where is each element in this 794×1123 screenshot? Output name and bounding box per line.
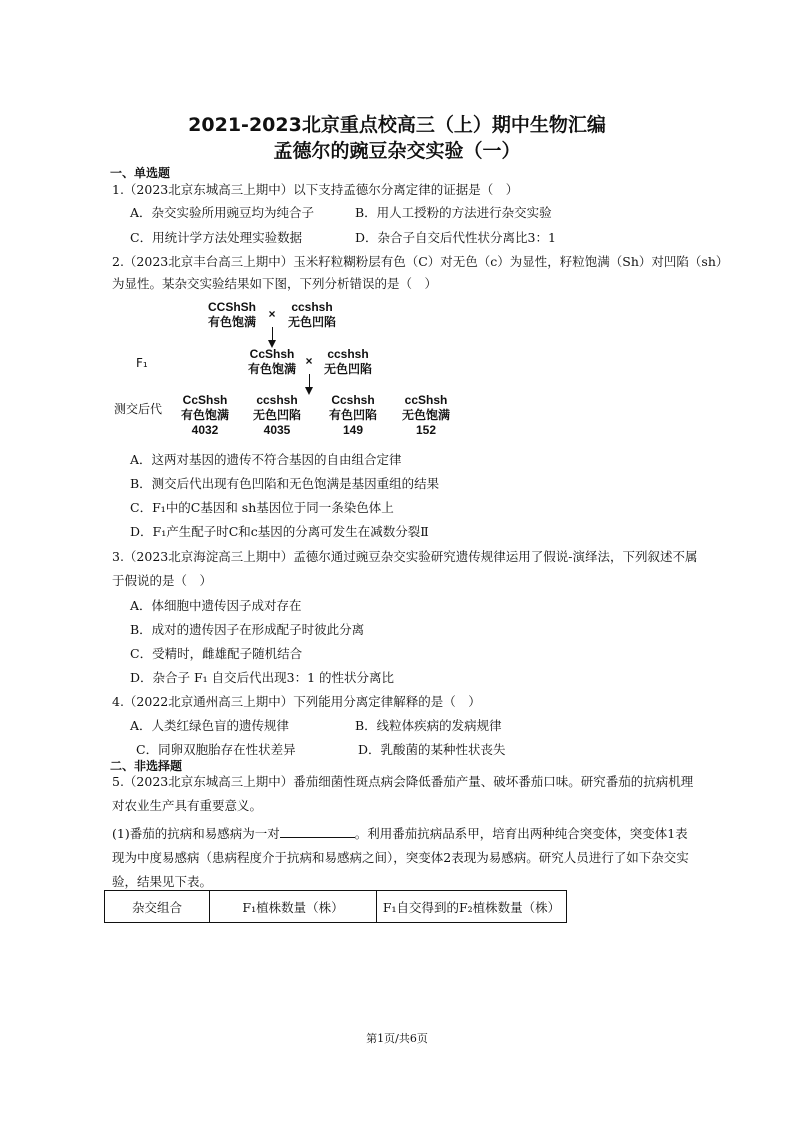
- q2-option-b: B．测交后代出现有色凹陷和无色饱满是基因重组的结果: [130, 476, 440, 491]
- offspring-genotype: ccshsh: [256, 393, 298, 407]
- q5-stem-line2: 对农业生产具有重要意义。: [112, 798, 263, 813]
- document-subtitle: 孟德尔的豌豆杂交实验（一）: [273, 140, 521, 162]
- q3-stem-line1: 3.（2023北京海淀高三上期中）孟德尔通过豌豆杂交实验研究遗传规律运用了假说-演绎法，下列叙述不属: [112, 549, 698, 564]
- f1-individual: [240, 347, 304, 377]
- arrow-down-icon: [272, 327, 273, 341]
- offspring-count: 4032: [191, 423, 219, 437]
- q4-stem: 4.（2022北京通州高三上期中）下列能用分离定律解释的是（ ）: [112, 694, 481, 709]
- testcross-parent: [316, 347, 380, 377]
- offspring-genotype: Ccshsh: [331, 393, 375, 407]
- offspring-3: [320, 393, 386, 438]
- offspring-genotype: ccShsh: [404, 393, 448, 407]
- arrow-down-icon-2: [309, 374, 310, 388]
- q5-paragraph-line3: 验，结果见下表。: [112, 874, 213, 889]
- q4-option-d: D．乳酸菌的某种性状丧失: [358, 742, 506, 757]
- table-header-cell: F₁自交得到的F₂植株数量（株）: [377, 891, 567, 923]
- offspring-count: 152: [415, 423, 437, 437]
- q1-option-c: C．用统计学方法处理实验数据: [130, 230, 303, 245]
- offspring-label: 测交后代: [114, 402, 163, 416]
- offspring-phenotype: 有色饱满: [180, 408, 229, 422]
- parent1-genotype: CCShSh: [208, 300, 256, 314]
- cross-symbol: ×: [268, 307, 276, 321]
- page-number: 第1页/共6页: [366, 1032, 428, 1045]
- q5-paragraph-line1: [112, 824, 688, 842]
- parent1-phenotype: 有色饱满: [207, 315, 256, 329]
- f1-genotype: CcShsh: [249, 347, 295, 361]
- offspring-genotype: CcShsh: [182, 393, 228, 407]
- parent2-phenotype: 无色凹陷: [287, 315, 336, 329]
- q2-stem-line1: 2.（2023北京丰台高三上期中）玉米籽粒糊粉层有色（C）对无色（c）为显性，籽粒饱满（Sh）对凹陷（sh）: [112, 254, 729, 269]
- section-single-choice: 一、单选题: [110, 166, 171, 180]
- q4-option-b: B．线粒体疾病的发病规律: [355, 718, 502, 733]
- q5-text-after-blank: 。利用番茄抗病品系甲，培育出两种纯合突变体，突变体1表: [354, 826, 688, 841]
- offspring-count: 4035: [263, 423, 291, 437]
- q2-option-c: C．F₁中的C基因和 sh基因位于同一条染色体上: [130, 500, 394, 515]
- table-header-row: [105, 891, 567, 923]
- q5-stem-line1: 5.（2023北京东城高三上期中）番茄细菌性斑点病会降低番茄产量、破坏番茄口味。研究番茄的抗病机理: [112, 774, 694, 789]
- testcross-genotype: ccshsh: [327, 347, 369, 361]
- q5-text-before-blank: (1)番茄的抗病和易感病为一对: [112, 826, 280, 841]
- q5-paragraph-line2: 现为中度易感病（患病程度介于抗病和易感病之间），突变体2表现为易感病。研究人员进行了如下杂交实: [112, 850, 689, 865]
- testcross-phenotype: 无色凹陷: [323, 362, 372, 376]
- q3-option-c: C．受精时，雌雄配子随机结合: [130, 646, 303, 661]
- q1-stem: 1.（2023北京东城高三上期中）以下支持孟德尔分离定律的证据是（ ）: [112, 182, 519, 197]
- q2-stem-line2: 为显性。某杂交实验结果如下图，下列分析错误的是（ ）: [112, 276, 438, 291]
- offspring-1: [172, 393, 238, 438]
- offspring-phenotype: 无色饱满: [401, 408, 450, 422]
- q1-option-d: D．杂合子自交后代性状分离比3：1: [355, 230, 556, 245]
- cross-symbol-2: ×: [305, 354, 313, 368]
- q1-option-b: B．用人工授粉的方法进行杂交实验: [355, 205, 552, 220]
- q4-option-a: A．人类红绿色盲的遗传规律: [130, 718, 290, 733]
- q3-option-b: B．成对的遗传因子在形成配子时彼此分离: [130, 622, 365, 637]
- q1-option-a: A．杂交实验所用豌豆均为纯合子: [130, 205, 315, 220]
- q3-stem-line2: 于假说的是（ ）: [112, 573, 213, 588]
- results-table: [104, 890, 567, 923]
- parent2-genotype: ccshsh: [291, 300, 333, 314]
- q3-option-d: D．杂合子 F₁ 自交后代出现3：1 的性状分离比: [130, 670, 395, 685]
- q2-option-d: D．F₁产生配子时C和c基因的分离可发生在减数分裂Ⅱ: [130, 524, 429, 539]
- offspring-count: 149: [342, 423, 364, 437]
- parent2: [280, 300, 344, 330]
- offspring-phenotype: 无色凹陷: [252, 408, 301, 422]
- document-title: 2021-2023北京重点校高三（上）期中生物汇编: [188, 114, 606, 136]
- table-header-cell: 杂交组合: [105, 891, 210, 923]
- parent1: [200, 300, 264, 330]
- offspring-phenotype: 有色凹陷: [328, 408, 377, 422]
- f1-phenotype: 有色饱满: [247, 362, 296, 376]
- answer-blank[interactable]: [280, 825, 355, 838]
- table-header-cell: F₁植株数量（株）: [210, 891, 377, 923]
- q3-option-a: A．体细胞中遗传因子成对存在: [130, 598, 302, 613]
- q2-option-a: A．这两对基因的遗传不符合基因的自由组合定律: [130, 452, 402, 467]
- section-non-choice: 二、非选择题: [110, 759, 183, 773]
- f1-label: F₁: [136, 356, 148, 370]
- offspring-4: [393, 393, 459, 438]
- q4-option-c: C．同卵双胞胎存在性状差异: [136, 742, 296, 757]
- offspring-2: [244, 393, 310, 438]
